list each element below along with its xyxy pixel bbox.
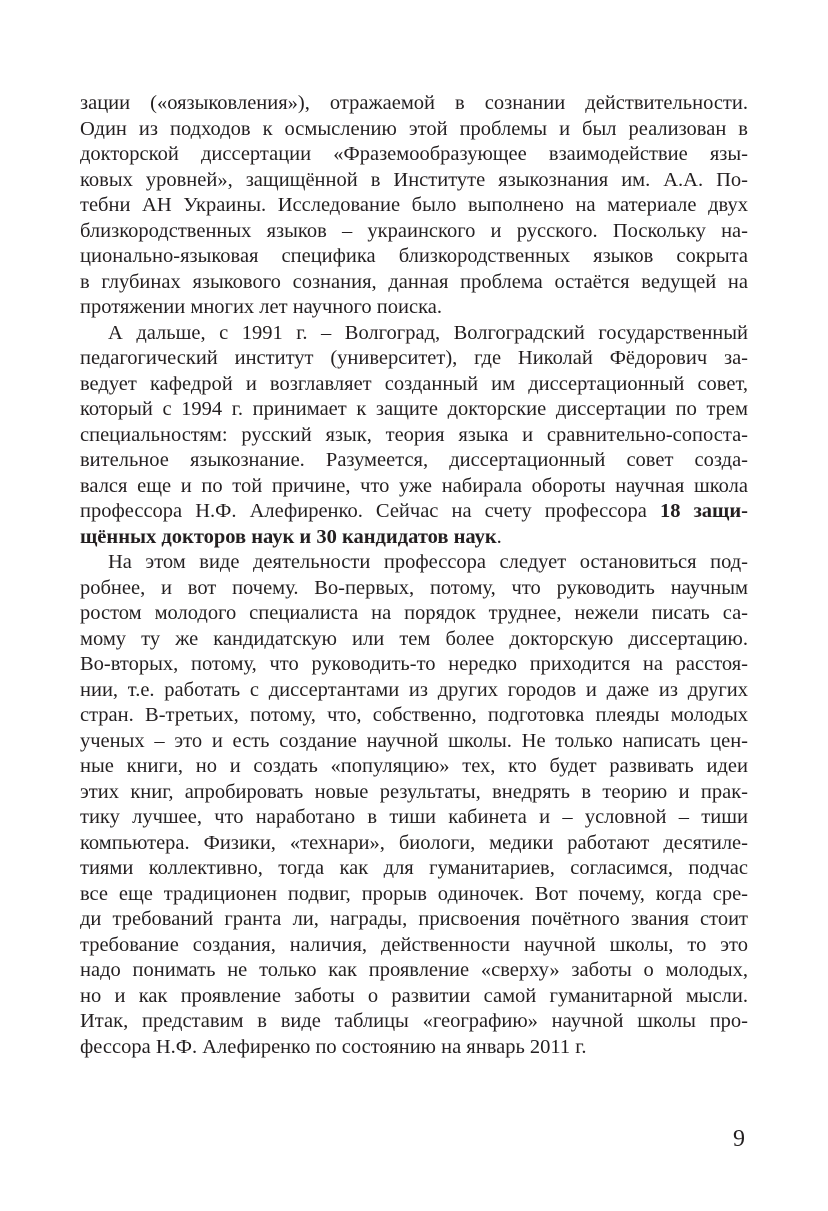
bold-text: 18 защи- bbox=[659, 500, 748, 522]
text-line bbox=[80, 270, 748, 296]
text-line bbox=[80, 423, 748, 449]
text-segment: вительное языкознание. Разумеется, диссертационный совет созда- bbox=[80, 449, 748, 471]
text-line bbox=[80, 550, 748, 576]
text-segment: близкородственных языков – украинского и русского. Поскольку на- bbox=[80, 219, 748, 242]
page-number: 9 bbox=[733, 1126, 745, 1152]
text-segment: все еще традиционен подвиг, прорыв одиночек. Вот почему, когда сре- bbox=[80, 882, 748, 905]
text-segment: . bbox=[496, 525, 502, 548]
text-line bbox=[80, 805, 748, 831]
page-body-text bbox=[80, 91, 748, 1060]
text-line bbox=[80, 474, 748, 500]
text-segment: который с 1994 г. принимает к защите докторские диссертации по трем bbox=[80, 398, 748, 420]
text-segment: протяжении многих лет научного поиска. bbox=[80, 296, 442, 318]
text-segment: фессора Н.Ф. Алефиренко по состоянию на январь 2011 г. bbox=[80, 1035, 587, 1058]
text-line bbox=[80, 295, 748, 321]
text-line bbox=[80, 1009, 748, 1035]
text-segment: требование создания, наличия, действенности научной школы, то это bbox=[80, 933, 748, 956]
text-line bbox=[80, 984, 748, 1010]
text-line bbox=[80, 142, 748, 168]
text-segment: педагогический институт (университет), где Николай Фёдорович за- bbox=[80, 347, 748, 369]
paragraph bbox=[80, 550, 748, 1060]
text-line bbox=[80, 754, 748, 780]
text-segment: но и как проявление заботы о развитии самой гуманитарной мысли. bbox=[80, 984, 748, 1007]
text-segment: тику лучшее, что наработано в тиши кабинета и – условной – тиши bbox=[80, 806, 748, 828]
text-line bbox=[80, 703, 748, 729]
text-line bbox=[80, 91, 748, 117]
text-segment: ные книги, но и создать «популяцию» тех, кто будет развивать идеи bbox=[80, 755, 748, 777]
text-line bbox=[80, 933, 748, 959]
text-line bbox=[80, 117, 748, 143]
text-segment: тебни АН Украины. Исследование было выполнено на материале двух bbox=[80, 194, 748, 216]
text-segment: вался еще и по той причине, что уже набирала обороты научная школа bbox=[80, 474, 748, 497]
text-segment: мому ту же кандидатскую или тем более докторскую диссертацию. bbox=[80, 627, 748, 650]
text-segment: Итак, представим в виде таблицы «географию» научной школы про- bbox=[80, 1010, 748, 1032]
text-line bbox=[80, 882, 748, 908]
text-line bbox=[80, 627, 748, 653]
text-segment: робнее, и вот почему. Во-первых, потому, что руководить научным bbox=[80, 576, 748, 599]
text-line bbox=[80, 244, 748, 270]
text-line bbox=[80, 907, 748, 933]
text-segment: На этом виде деятельности профессора следует остановиться под- bbox=[108, 551, 748, 573]
text-line bbox=[80, 780, 748, 806]
text-line bbox=[80, 448, 748, 474]
text-line bbox=[80, 729, 748, 755]
text-segment: зации («оязыковления»), отражаемой в сознании действительности. bbox=[80, 92, 748, 114]
text-segment: в глубинах языкового сознания, данная проблема остаётся ведущей на bbox=[80, 270, 748, 293]
text-line bbox=[80, 678, 748, 704]
text-segment: А дальше, с 1991 г. – Волгоград, Волгоградский государственный bbox=[108, 321, 748, 344]
paragraph bbox=[80, 91, 748, 321]
text-segment: докторской диссертации «Фраземообразующее взаимодействие язы- bbox=[80, 143, 748, 165]
text-line bbox=[80, 346, 748, 372]
text-line bbox=[80, 1035, 748, 1061]
text-segment: стран. В-третьих, потому, что, собственно, подготовка плеяды молодых bbox=[80, 704, 748, 726]
bold-text: щённых докторов наук и 30 кандидатов наук bbox=[80, 525, 497, 548]
text-segment: ди требований гранта ли, награды, присвоения почётного звания стоит bbox=[80, 908, 748, 930]
text-segment: тиями коллективно, тогда как для гуманитариев, согласимся, подчас bbox=[80, 857, 748, 879]
text-line bbox=[80, 372, 748, 398]
text-line bbox=[80, 958, 748, 984]
text-segment: ционально-языковая специфика близкородственных языков сокрыта bbox=[80, 245, 748, 267]
text-segment: Один из подходов к осмыслению этой проблемы и был реализован в bbox=[80, 117, 748, 140]
paragraph bbox=[80, 321, 748, 551]
text-segment: ученых – это и есть создание научной школы. Не только написать цен- bbox=[80, 729, 748, 752]
text-segment: нии, т.е. работать с диссертантами из других городов и даже из других bbox=[80, 678, 748, 701]
text-segment: ростом молодого специалиста на порядок труднее, нежели писать са- bbox=[80, 602, 748, 624]
text-segment: надо понимать не только как проявление «сверху» заботы о молодых, bbox=[80, 959, 748, 981]
text-line bbox=[80, 168, 748, 194]
text-line bbox=[80, 856, 748, 882]
text-line bbox=[80, 321, 748, 347]
text-segment: компьютера. Физики, «технари», биологи, медики работают десятиле- bbox=[80, 831, 748, 854]
text-segment: ковых уровней», защищённой в Институте языкознания им. А.А. По- bbox=[80, 168, 748, 191]
text-line bbox=[80, 525, 748, 551]
text-line bbox=[80, 397, 748, 423]
text-segment: Во-вторых, потому, что руководить-то нередко приходится на расстоя- bbox=[80, 653, 748, 675]
text-line bbox=[80, 576, 748, 602]
text-line bbox=[80, 499, 748, 525]
text-line bbox=[80, 193, 748, 219]
text-line bbox=[80, 601, 748, 627]
text-line bbox=[80, 831, 748, 857]
text-line bbox=[80, 219, 748, 245]
text-segment: этих книг, апробировать новые результаты, внедрять в теорию и прак- bbox=[80, 780, 748, 803]
text-segment: ведует кафедрой и возглавляет созданный им диссертационный совет, bbox=[80, 372, 748, 395]
text-segment: специальностям: русский язык, теория языка и сравнительно-сопоста- bbox=[80, 423, 748, 446]
text-line bbox=[80, 652, 748, 678]
text-segment: профессора Н.Ф. Алефиренко. Сейчас на счету профессора bbox=[80, 500, 660, 522]
